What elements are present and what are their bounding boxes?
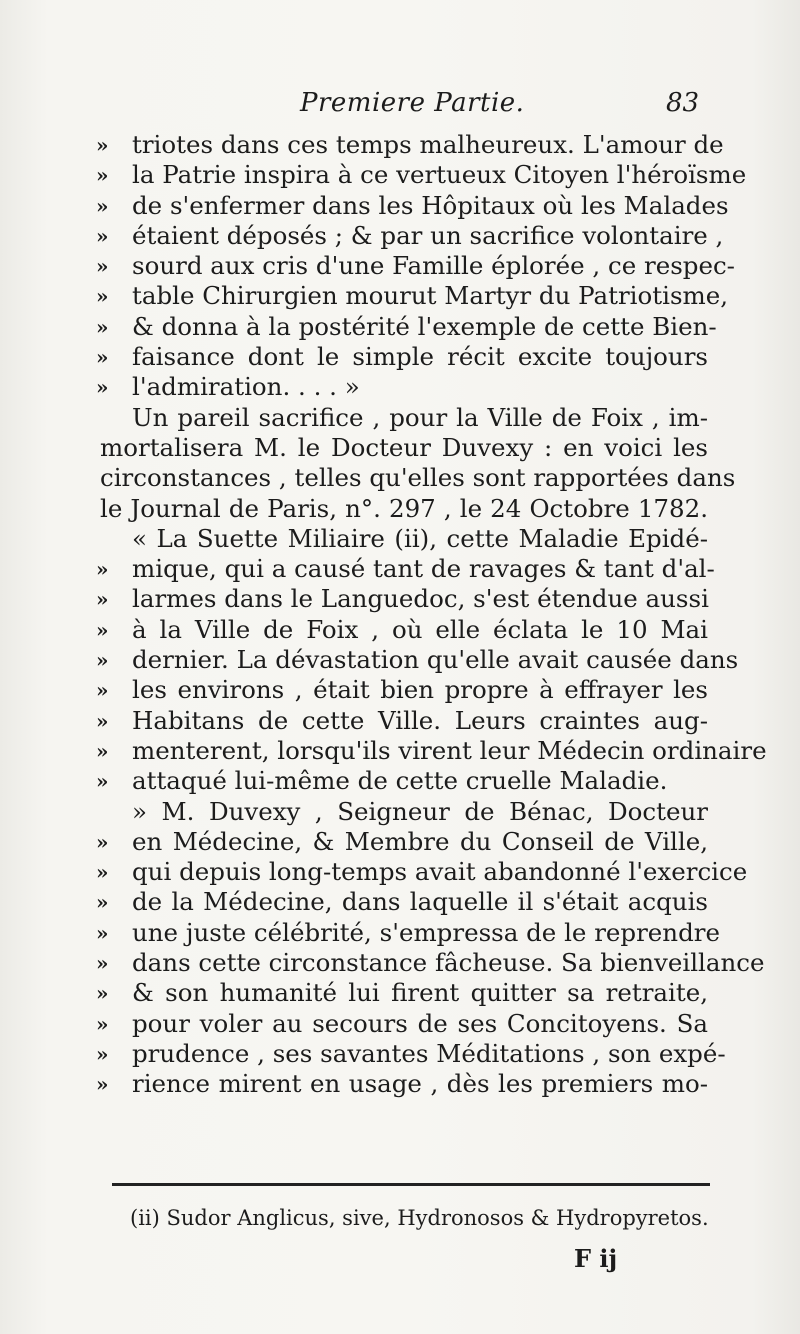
line-text: triotes dans ces temps malheureux. L'amour de (132, 130, 724, 159)
line-text: de s'enfermer dans les Hôpitaux où les Malades (132, 190, 729, 220)
quote-mark: » (96, 587, 109, 612)
body-text (96, 130, 767, 1100)
text-line (96, 554, 716, 584)
text-line (96, 312, 716, 342)
text-line (96, 675, 716, 705)
text-line (96, 797, 716, 827)
line-text: qui depuis long-temps avait abandonné l'exercice (132, 857, 748, 887)
quote-mark: » (96, 557, 109, 582)
line-text: la Patrie inspira à ce vertueux Citoyen l'héroïsme (132, 160, 747, 190)
line-text: menterent, lorsqu'ils virent leur Médecin ordinaire (132, 735, 767, 765)
text-line (96, 766, 716, 796)
text-line (96, 735, 767, 766)
text-line (96, 220, 724, 251)
quote-mark: » (96, 678, 109, 703)
quote-mark: » (96, 920, 109, 945)
line-text: Habitans de cette Ville. Leurs craintes aug- (132, 705, 708, 735)
text-line (96, 948, 765, 978)
line-text: l'admiration. . . . » (132, 372, 360, 402)
line-text: table Chirurgien mourut Martyr du Patriotisme, (132, 281, 729, 311)
quote-mark: » (96, 345, 109, 370)
text-line (96, 706, 716, 736)
line-text: étaient déposés ; & par un sacrifice volontaire , (132, 220, 724, 250)
footnote: (ii) Sudor Anglicus, sive, Hydronosos & Hydropyretos. (130, 1206, 709, 1230)
line-text: dans cette circonstance fâcheuse. Sa bienveillance (132, 948, 765, 978)
text-line (96, 1069, 716, 1099)
line-text: & son humanité lui firent quitter sa retraite, (132, 978, 708, 1008)
line-text: prudence , ses savantes Méditations , son expé- (132, 1038, 726, 1068)
line-text: pour voler au secours de ses Concitoyens. Sa (132, 1008, 708, 1038)
quote-mark: » (96, 890, 109, 915)
line-text: le Journal de Paris, n°. 297 , le 24 Octobre 1782. (100, 493, 708, 523)
quote-mark: » (96, 738, 109, 763)
text-line (96, 130, 724, 160)
quote-mark: » (96, 375, 109, 400)
line-text: rience mirent en usage , dès les premiers mo- (132, 1069, 708, 1099)
line-text: sourd aux cris d'une Famille éplorée , ce respec- (132, 251, 735, 281)
line-text: mortalisera M. le Docteur Duvexy : en voici les (100, 432, 708, 462)
line-text: les environs , était bien propre à effrayer les (132, 675, 708, 705)
text-line (96, 917, 720, 948)
text-line (96, 433, 716, 463)
text-line (96, 524, 716, 554)
line-text: à la Ville de Foix , où elle éclata le 10 Mai (132, 614, 708, 644)
quote-mark: » (96, 314, 109, 339)
text-line (96, 372, 716, 402)
quote-mark: » (96, 769, 109, 794)
text-line (96, 857, 748, 887)
quote-mark: » (96, 617, 109, 642)
text-line (96, 978, 716, 1008)
line-text: Un pareil sacrifice , pour la Ville de Foix , im- (132, 402, 708, 432)
text-line (96, 645, 739, 675)
signature-mark: F ij (574, 1244, 618, 1273)
quote-mark: » (96, 223, 109, 248)
text-line (96, 887, 716, 917)
text-line (96, 190, 729, 221)
text-line (96, 463, 736, 493)
text-line (96, 827, 716, 857)
page-header (0, 88, 800, 128)
quote-mark: » (96, 1072, 109, 1097)
text-line (96, 403, 716, 433)
line-text: en Médecine, & Membre du Conseil de Ville, (132, 826, 708, 856)
quote-mark: » (96, 133, 109, 157)
quote-mark: » (96, 193, 109, 218)
text-line (96, 342, 716, 372)
footnote-rule (112, 1183, 710, 1186)
quote-mark: » (96, 254, 109, 279)
line-text: attaqué lui-même de cette cruelle Maladie. (132, 766, 668, 796)
line-text: & donna à la postérité l'exemple de cette Bien- (132, 311, 717, 341)
text-line (96, 584, 716, 614)
line-text: faisance dont le simple récit excite toujours (132, 342, 708, 372)
quote-mark: » (96, 829, 109, 854)
quote-mark: » (96, 951, 109, 976)
line-text: larmes dans le Languedoc, s'est étendue aussi (132, 584, 709, 614)
line-text: « La Suette Miliaire (ii), cette Maladie Epidé- (132, 523, 708, 553)
quote-mark: » (96, 1011, 109, 1036)
text-line (96, 160, 747, 190)
line-text: circonstances , telles qu'elles sont rapportées dans (100, 463, 736, 493)
line-text: » M. Duvexy , Seigneur de Bénac, Docteur (132, 796, 708, 826)
line-text: une juste célébrité, s'empressa de le reprendre (132, 917, 720, 947)
quote-mark: » (96, 1041, 109, 1066)
line-text: dernier. La dévastation qu'elle avait causée dans (132, 645, 739, 675)
text-line (96, 1009, 716, 1039)
text-line (96, 1038, 726, 1069)
quote-mark: » (96, 981, 109, 1006)
quote-mark: » (96, 284, 109, 309)
line-text: mique, qui a causé tant de ravages & tant d'al- (132, 554, 715, 584)
quote-mark: » (96, 708, 109, 733)
line-text: de la Médecine, dans laquelle il s'était acquis (132, 887, 708, 917)
quote-mark: » (96, 860, 109, 885)
text-line (96, 615, 716, 645)
text-line (96, 251, 735, 281)
quote-mark: » (96, 163, 109, 188)
text-line (96, 494, 716, 524)
quote-mark: » (96, 648, 109, 673)
text-line (96, 281, 729, 311)
running-title: Premiere Partie. (300, 88, 525, 118)
page-number: 83 (666, 88, 700, 118)
